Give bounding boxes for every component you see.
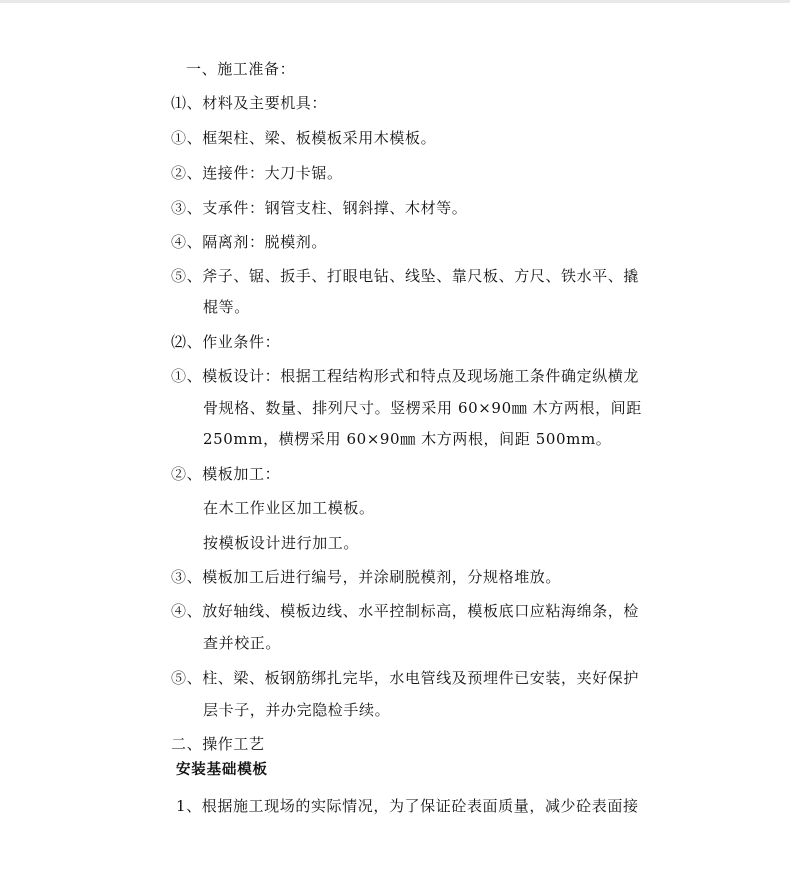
heading-construction-prep: 一、施工准备： [186,60,296,78]
list-item-supports: ③、支承件：钢管支柱、钢斜撑、木材等。 [171,199,468,217]
list-item-release-agent: ④、隔离剂：脱模剂。 [171,233,328,251]
list-item-tools-cont: 棍等。 [203,298,250,316]
list-item-formwork-design-cont-2: 250mm，横楞采用 60×90㎜ 木方两根，间距 500mm。 [203,430,612,448]
paragraph-processing-design: 按模板设计进行加工。 [203,534,360,552]
list-item-formwork: ①、框架柱、梁、板模板采用木模板。 [171,129,437,147]
list-item-tools: ⑤、斧子、锯、扳手、打眼电钻、线坠、靠尺板、方尺、铁水平、撬 [171,267,640,285]
list-item-rebar: ⑤、柱、梁、板钢筋绑扎完毕，水电管线及预埋件已安装，夹好保护 [171,669,640,687]
list-item-connectors: ②、连接件：大刀卡锯。 [171,164,343,182]
list-item-formwork-design-cont-1: 骨规格、数量、排列尺寸。竖楞采用 60×90㎜ 木方两根，间距 [203,399,642,417]
list-item-axis-lines: ④、放好轴线、模板边线、水平控制标高，模板底口应粘海绵条，检 [171,602,640,620]
section-materials-tools: ⑴、材料及主要机具： [171,94,328,112]
list-item-rebar-cont: 层卡子，并办完隐检手续。 [203,701,391,719]
list-item-site-conditions: 1、根据施工现场的实际情况，为了保证砼表面质量，减少砼表面接 [176,797,639,815]
heading-operation-process: 二、操作工艺 [171,735,265,753]
list-item-axis-lines-cont: 查并校正。 [203,634,282,652]
subheading-foundation-formwork: 安装基础模板 [176,762,268,778]
section-work-conditions: ⑵、作业条件： [171,333,281,351]
list-item-formwork-design: ①、模板设计：根据工程结构形式和特点及现场施工条件确定纵横龙 [171,367,640,385]
list-item-numbering: ③、模板加工后进行编号，并涂刷脱模剂，分规格堆放。 [171,568,562,586]
paragraph-processing-area: 在木工作业区加工模板。 [203,499,375,517]
list-item-formwork-processing: ②、模板加工： [171,465,281,483]
